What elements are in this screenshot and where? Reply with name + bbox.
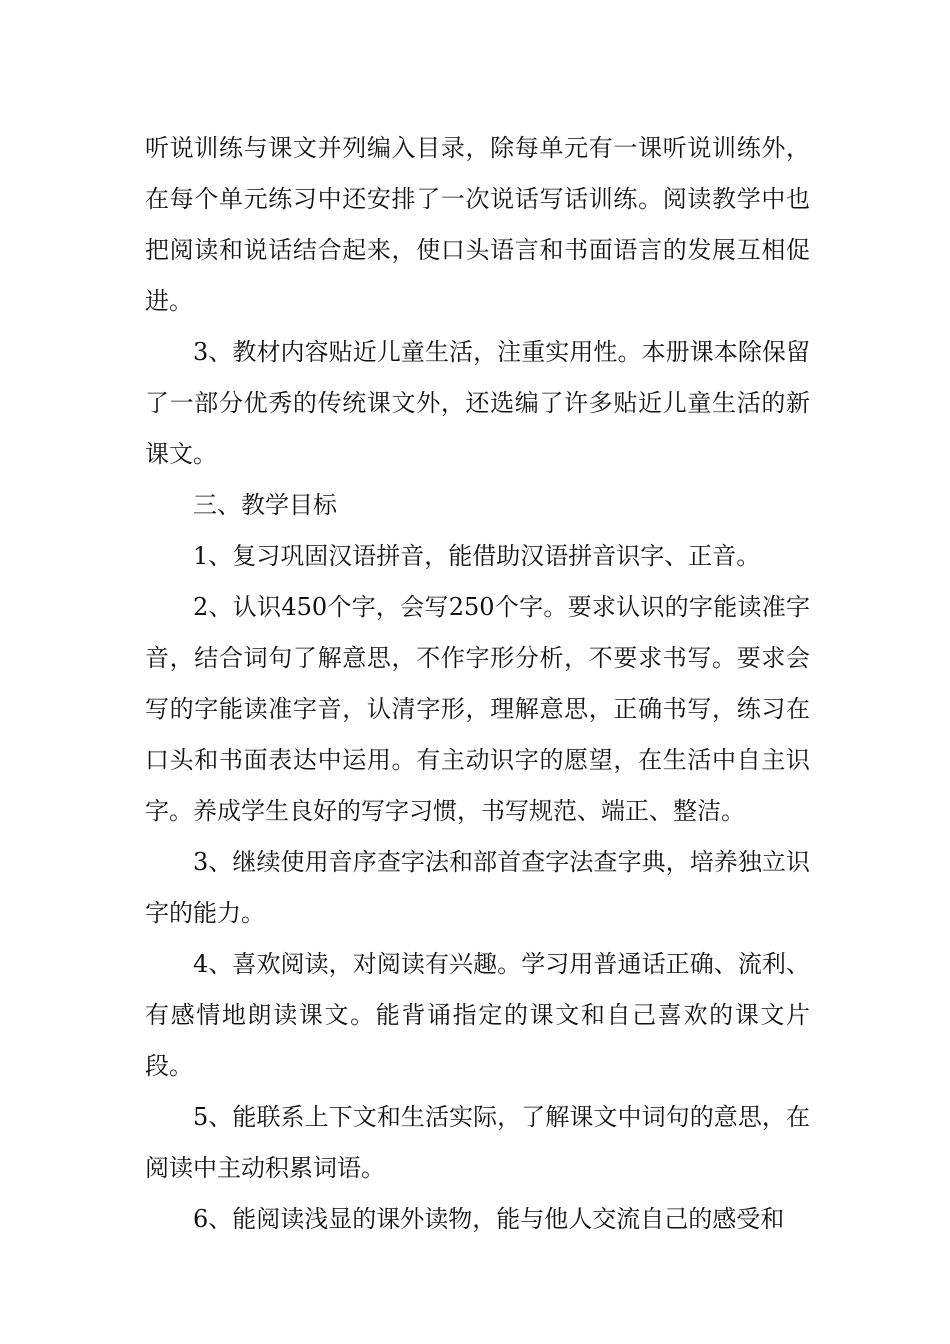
paragraph-listening-speaking-training: 听说训练与课文并列编入目录，除每单元有一课听说训练外，在每个单元练习中还安排了一次说话写话训练。阅读教学中也把阅读和说话结合起来，使口头语言和书面语言的发展互相促进。 bbox=[145, 134, 810, 315]
paragraph-content-close-to-life: 3、教材内容贴近儿童生活，注重实用性。本册课本除保留了一部分优秀的传统课文外，还选编了许多贴近儿童生活的新课文。 bbox=[145, 338, 810, 468]
goal-item-2: 2、认识450个字，会写250个字。要求认识的字能读准字音，结合词句了解意思，不作字形分析，不要求书写。要求会写的字能读准字音，认清字形，理解意思，正确书写，练习在口头和书面表达中运用。有主动识字的愿望，在生活中自主识字。养成学生良好的写字习惯，书写规范、端正、整洁。 bbox=[145, 593, 810, 825]
goal-item-3: 3、继续使用音序查字法和部首查字法查字典，培养独立识字的能力。 bbox=[145, 848, 810, 927]
goal-item-1: 1、复习巩固汉语拼音，能借助汉语拼音识字、正音。 bbox=[193, 542, 761, 570]
goal-item-4: 4、喜欢阅读，对阅读有兴趣。学习用普通话正确、流利、有感情地朗读课文。能背诵指定的课文和自己喜欢的课文片段。 bbox=[145, 950, 810, 1080]
section-heading-teaching-goals: 三、教学目标 bbox=[193, 491, 337, 519]
document-page bbox=[145, 123, 810, 1245]
goal-item-5: 5、能联系上下文和生活实际，了解课文中词句的意思，在阅读中主动积累词语。 bbox=[145, 1103, 810, 1182]
goal-item-6: 6、能阅读浅显的课外读物，能与他人交流自己的感受和 bbox=[193, 1205, 785, 1233]
